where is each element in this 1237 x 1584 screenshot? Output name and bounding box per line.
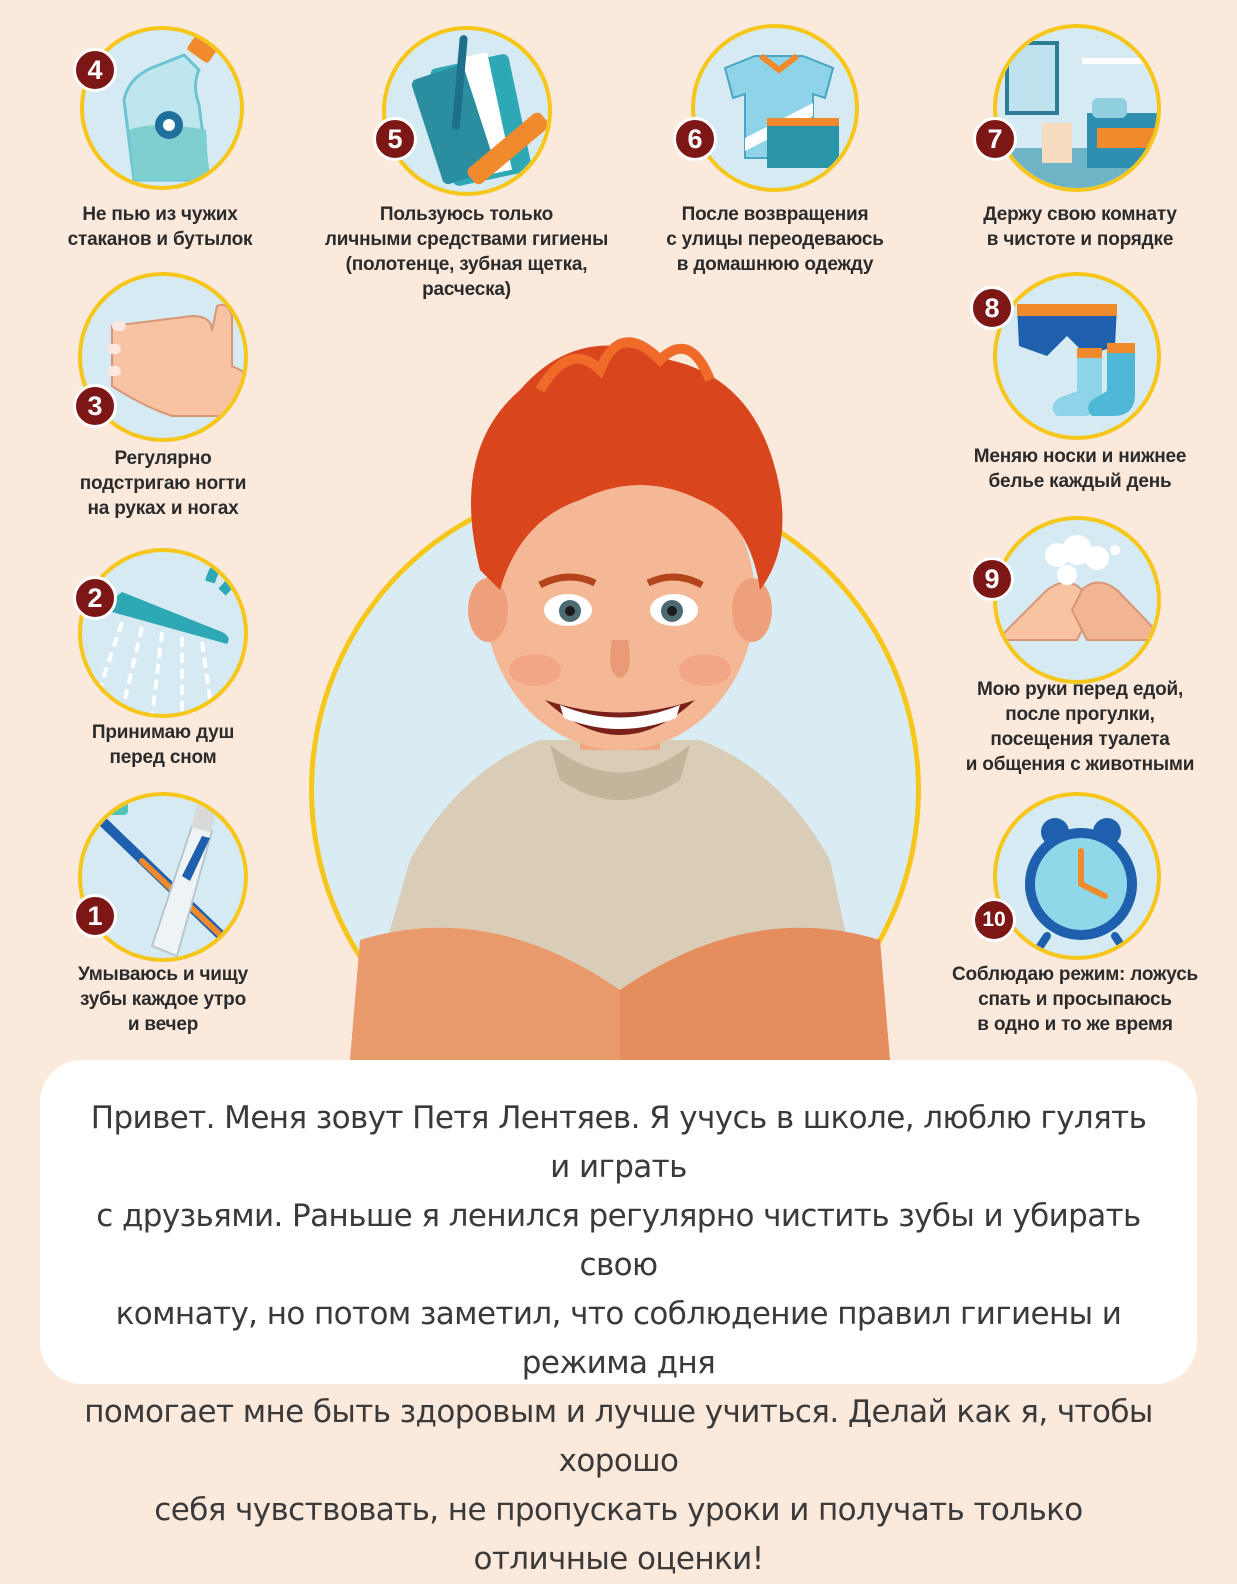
rule-1-caption: Умываюсь и чищу зубы каждое утро и вечер [78,964,248,1035]
rule-7-badge: 7 [973,117,1017,161]
rule-6-badge: 6 [673,117,717,161]
rule-7-caption: Держу свою комнату в чистоте и порядке [983,204,1177,250]
alarm-clock-icon [997,796,1161,960]
rule-4-badge: 4 [73,48,117,92]
shower-icon [82,552,248,718]
rule-1-illustration [78,792,248,962]
rule-10-illustration [993,792,1161,960]
boy-illustration [340,300,900,1070]
rule-1-badge: 1 [73,894,117,938]
underwear-socks-icon [997,276,1161,440]
rule-5-badge: 5 [373,117,417,161]
rule-3-caption: Регулярно подстригаю ногти на руках и ногах [79,448,247,519]
rule-9-illustration [993,516,1161,684]
intro-text: Привет. Меня зовут Петя Лентяев. Я учусь в школе, люблю гулять и играть с друзьями. Раньше я ленился регулярно чистить зубы и убирать свою комнату, но потом заметил, что соблюдение правил гигиены и режима дня помогает мне быть здоровым и лучше учиться. Делай как я, чтобы хорошо себя чувствовать, не пропускать уроки и получать только отличные оценки! [84,1100,1153,1577]
rule-10-caption: Соблюдаю режим: ложусь спать и просыпаюсь в одно и то же время [951,964,1199,1035]
rule-3-badge: 3 [73,384,117,428]
rule-6-illustration [691,24,859,192]
clothes-icon [695,28,859,192]
rule-5-illustration [382,26,552,196]
toothbrush-toothpaste-icon [82,796,248,962]
hygiene-items-icon [386,30,552,196]
rule-4-caption: Не пью из чужих стаканов и бутылок [67,204,253,250]
rule-2-caption: Принимаю душ перед сном [91,722,235,768]
rule-6-caption: После возвращения с улицы переодеваюсь в домашнюю одежду [666,204,884,275]
rule-2-illustration [78,548,248,718]
rule-5-caption: Пользуюсь только личными средствами гигиены (полотенце, зубная щетка, расческа) [324,204,609,300]
rule-10-badge: 10 [972,898,1016,942]
rule-7-illustration [993,24,1161,192]
rule-2-badge: 2 [73,576,117,620]
bedroom-icon [997,28,1161,192]
washing-hands-icon [997,520,1161,684]
rule-9-badge: 9 [970,557,1014,601]
rule-8-caption: Меняю носки и нижнее белье каждый день [973,446,1187,492]
rule-9-caption: Мою руки перед едой, после прогулки, посещения туалета и общения с животными [965,679,1195,775]
rule-8-badge: 8 [970,286,1014,330]
rule-8-illustration [993,272,1161,440]
